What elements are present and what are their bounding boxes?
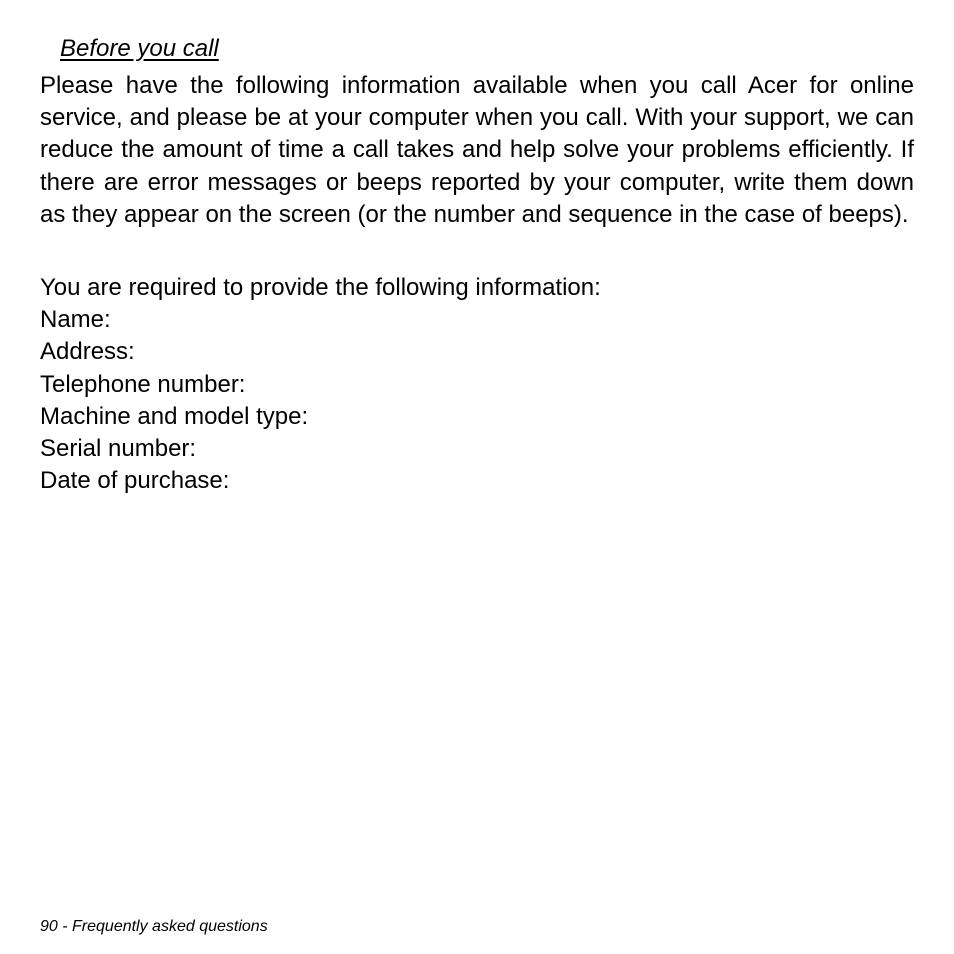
field-date-of-purchase-label: Date of purchase: (40, 467, 230, 495)
field-name-label: Name: (40, 306, 111, 334)
required-info-block (40, 272, 601, 497)
required-info-intro: You are required to provide the following information: (40, 274, 601, 301)
field-address-label: Address: (40, 338, 135, 366)
page-footer: 90 - Frequently asked questions (40, 918, 268, 935)
section-heading: Before you call (60, 35, 219, 62)
field-telephone-label: Telephone number: (40, 370, 246, 398)
intro-paragraph: Please have the following information available when you call Acer for online service, and please be at your computer when you call. With your support, we can reduce the amount of time a call takes and help solve your problems efficiently. If there are error messages or beeps reported by your computer, write them down as they appear on the screen (or the number and sequence in the case of beeps). (40, 72, 914, 228)
field-machine-model-label: Machine and model type: (40, 402, 309, 430)
field-serial-number-label: Serial number: (40, 435, 197, 463)
